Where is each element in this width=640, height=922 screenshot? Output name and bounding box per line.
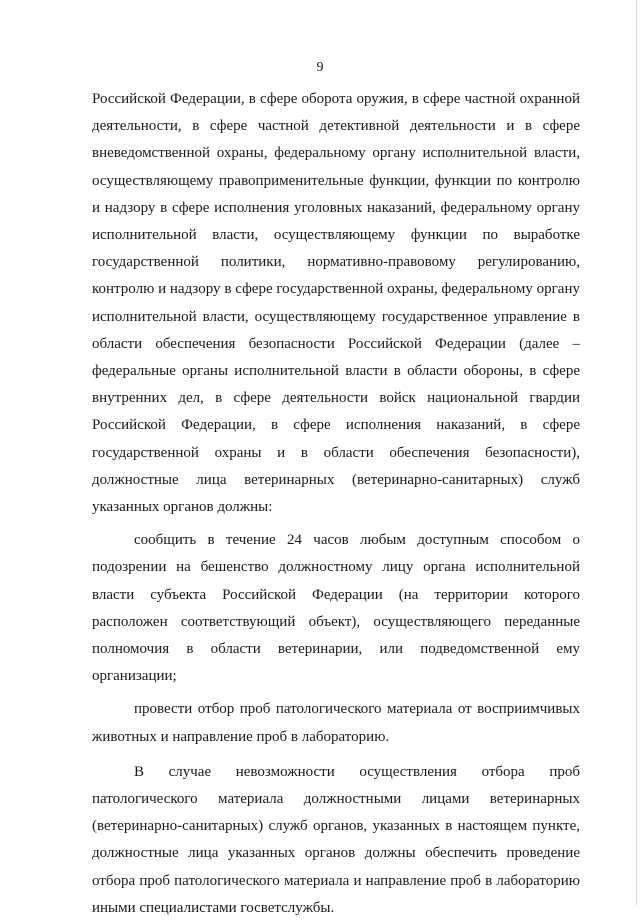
paragraph-continuation: Российской Федерации, в сфере оборота оружия, в сфере частной охранной деятельности, в сфере частной детективной деятельности и в сфере вневедомственной охраны, федеральному органу исполнительной власти, осуществляющему правоприменительные функции, функции по контролю и надзору в сфере исполнения уголовных наказаний, федеральному органу исполнительной власти, осуществляющему функции по выработке государственной политики, нормативно-правовому регулированию, контролю и надзору в сфере государственной охраны, федеральному органу исполнительной власти, осуществляющему государственное управление в области обеспечения безопасности Российской Федерации (далее – федеральные органы исполнительной власти в области обороны, в сфере внутренних дел, в сфере деятельности войск национальной гвардии Российской Федерации, в сфере исполнения наказаний, в сфере государственной охраны и в области обеспечения безопасности), должностные лица ветеринарных (ветеринарно-санитарных) служб указанных органов должны: <box>92 91 580 516</box>
page-number: 9 <box>316 60 324 75</box>
paragraph-alternative-sampling: В случае невозможности осуществления отбора проб патологического материала должностными лицами ветеринарных (ветеринарно-санитарных) служб органов, указанных в настоящем пункте, должностные лица указанных органов должны обеспечить проведение отбора проб патологического материала и направление проб в лабораторию иными специалистами госветслужбы. <box>92 763 580 916</box>
document-body <box>92 86 580 922</box>
paragraph-report-suspicion: сообщить в течение 24 часов любым доступным способом о подозрении на бешенство должностному лицу органа исполнительной власти субъекта Российской Федерации (на территории которого расположен соответствующий объект), осуществляющего переданные полномочия в области ветеринарии, или подведомственной ему организации; <box>92 532 580 685</box>
scan-edge-line <box>636 0 637 905</box>
paragraph-sampling: провести отбор проб патологического материала от восприимчивых животных и направление проб в лабораторию. <box>92 701 580 745</box>
